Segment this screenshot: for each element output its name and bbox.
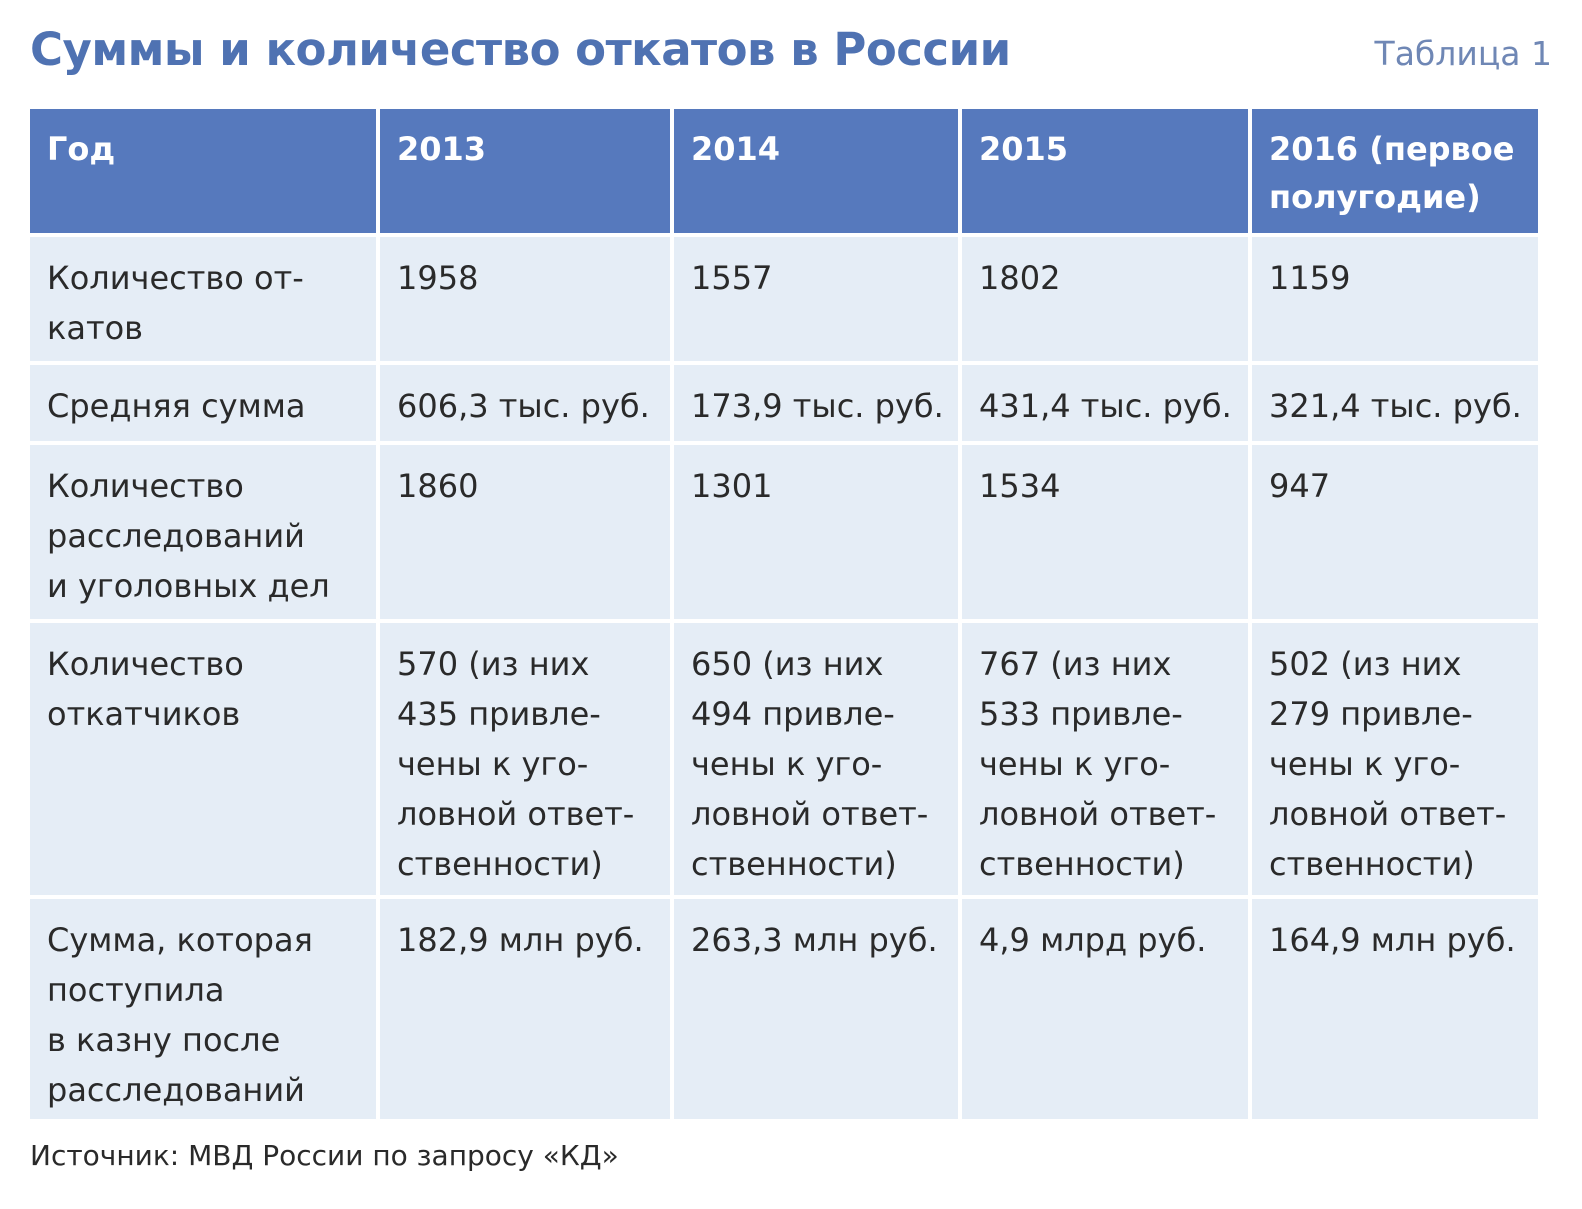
- table-cell: 947: [1252, 445, 1538, 619]
- source-note: Источник: МВД России по запросу «КД»: [30, 1139, 619, 1172]
- row-label-investigations: Количество расследований и уголовных дел: [30, 445, 376, 619]
- row-label-kickback-count: Количество от- катов: [30, 237, 376, 361]
- table-number-label: Таблица 1: [1374, 34, 1552, 73]
- table-cell: 767 (из них 533 привле- чены к уго- ловной ответ- ственности): [962, 623, 1248, 895]
- table-cell: 173,9 тыс. руб.: [674, 365, 958, 441]
- table-cell: 1557: [674, 237, 958, 361]
- table-cell: 606,3 тыс. руб.: [380, 365, 670, 441]
- row-label-treasury-sum: Сумма, которая поступила в казну после расследований: [30, 899, 376, 1119]
- table-cell: 182,9 млн руб.: [380, 899, 670, 1119]
- table-cell: 650 (из них 494 привле- чены к уго- ловной ответ- ственности): [674, 623, 958, 895]
- table-cell: 1301: [674, 445, 958, 619]
- table-cell: 431,4 тыс. руб.: [962, 365, 1248, 441]
- header-cell-2013: 2013: [380, 109, 670, 233]
- page-title: Суммы и количество откатов в России: [30, 23, 1011, 76]
- table-cell: 570 (из них 435 привле- чены к уго- ловной ответ- ственности): [380, 623, 670, 895]
- row-label-average-sum: Средняя сумма: [30, 365, 376, 441]
- data-table: [30, 109, 1538, 1119]
- table-cell: 164,9 млн руб.: [1252, 899, 1538, 1119]
- table-cell: 321,4 тыс. руб.: [1252, 365, 1538, 441]
- table-cell: 1534: [962, 445, 1248, 619]
- header-cell-2014: 2014: [674, 109, 958, 233]
- header-cell-2015: 2015: [962, 109, 1248, 233]
- table-cell: 1159: [1252, 237, 1538, 361]
- table-cell: 4,9 млрд руб.: [962, 899, 1248, 1119]
- header-cell-year: Год: [30, 109, 376, 233]
- table-cell: 263,3 млн руб.: [674, 899, 958, 1119]
- row-label-kickback-takers: Количество откатчиков: [30, 623, 376, 895]
- table-cell: 1958: [380, 237, 670, 361]
- table-cell: 1860: [380, 445, 670, 619]
- table-cell: 1802: [962, 237, 1248, 361]
- header-cell-2016: 2016 (первое полугодие): [1252, 109, 1538, 233]
- table-cell: 502 (из них 279 привле- чены к уго- ловной ответ- ственности): [1252, 623, 1538, 895]
